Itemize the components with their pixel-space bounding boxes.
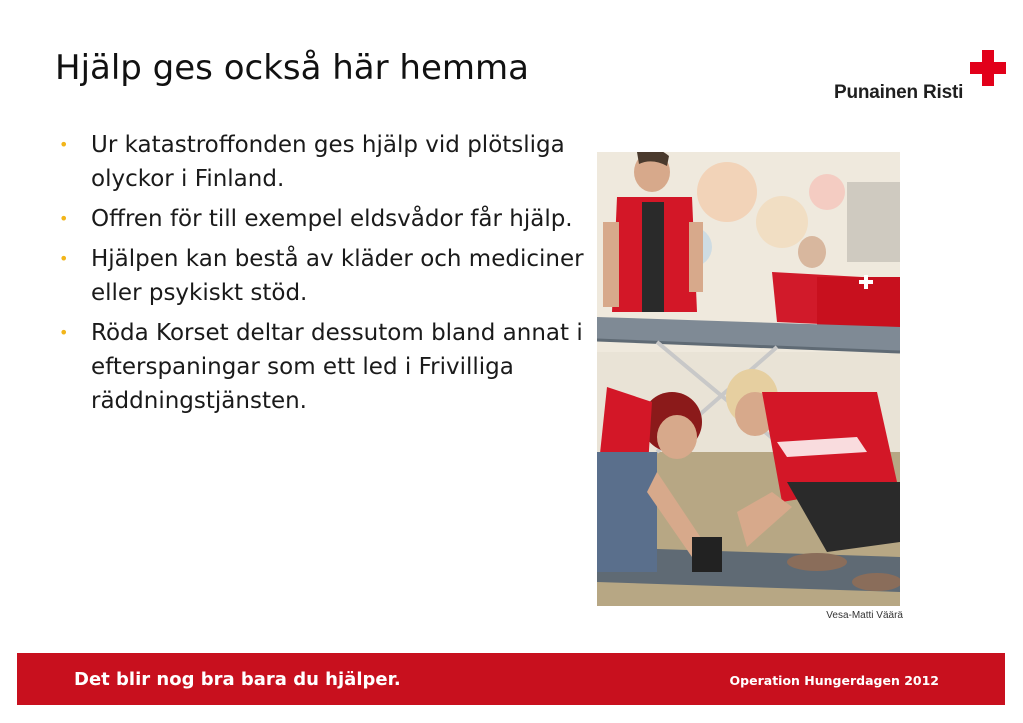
photo-credit: Vesa-Matti Väärä bbox=[826, 610, 903, 621]
red-cross-icon bbox=[970, 50, 1006, 86]
bullet-text: Röda Korset deltar dessutom bland annat i efterspaningar som ett led i Frivilliga räddningstjänsten. bbox=[91, 320, 583, 414]
list-item bbox=[56, 316, 586, 418]
photo-illustration bbox=[597, 152, 900, 606]
volunteers-photo bbox=[597, 152, 900, 606]
list-item bbox=[56, 242, 586, 310]
list-item bbox=[56, 128, 586, 196]
logo-text: Punainen Risti bbox=[834, 82, 964, 103]
bullet-text: Ur katastroffonden ges hjälp vid plötsliga olyckor i Finland. bbox=[91, 132, 565, 192]
bullet-dot-icon: • bbox=[59, 249, 69, 268]
bullet-text: Offren för till exempel eldsvådor får hjälp. bbox=[91, 206, 573, 232]
bullet-dot-icon: • bbox=[59, 209, 69, 228]
bullet-list bbox=[56, 128, 586, 424]
footer-bar bbox=[17, 653, 1005, 705]
bullet-dot-icon: • bbox=[59, 323, 69, 342]
footer-event: Operation Hungerdagen 2012 bbox=[729, 673, 939, 688]
slide-title: Hjälp ges också här hemma bbox=[55, 48, 529, 88]
red-cross-logo bbox=[834, 50, 1009, 110]
list-item bbox=[56, 202, 586, 236]
bullet-dot-icon: • bbox=[59, 135, 69, 154]
bullet-text: Hjälpen kan bestå av kläder och mediciner eller psykiskt stöd. bbox=[91, 246, 584, 306]
footer-slogan: Det blir nog bra bara du hjälper. bbox=[74, 669, 401, 690]
